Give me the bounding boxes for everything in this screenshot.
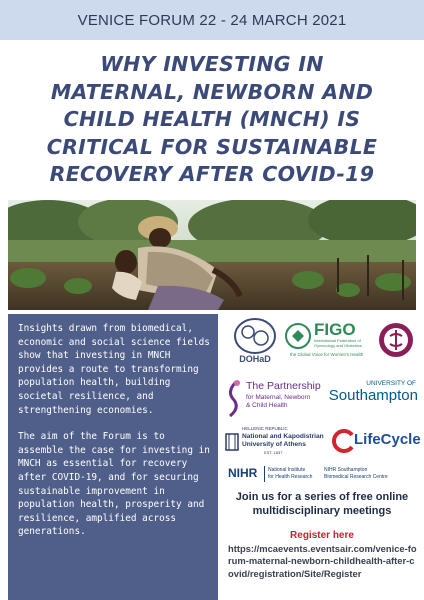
figo-emblem-icon bbox=[284, 322, 312, 350]
pmnch-logo bbox=[224, 376, 328, 420]
headline-line: MATERNAL, NEWBORN AND bbox=[50, 79, 374, 104]
headline-line: CRITICAL FOR SUSTAINABLE bbox=[46, 134, 378, 159]
headline bbox=[8, 51, 416, 189]
crest-icon bbox=[376, 318, 416, 362]
headline-line: CHILD HEALTH (MNCH) IS bbox=[63, 107, 361, 131]
nihr-brc: Biomedical Research Centre bbox=[324, 474, 388, 480]
lifecycle-label: LifeCycle bbox=[354, 431, 421, 448]
figo-logo bbox=[284, 318, 374, 362]
athens-university-logo bbox=[224, 424, 328, 460]
figo-subtitle: International Federation of bbox=[314, 338, 361, 343]
nihr-label: NIHR bbox=[228, 466, 258, 480]
pmnch-subtitle: for Maternal, Newborn bbox=[246, 394, 311, 401]
athens-est: EST. 1837 bbox=[264, 450, 283, 455]
join-message: Join us for a series of free online multidisciplinary meetings bbox=[235, 491, 409, 517]
info-panel bbox=[8, 314, 218, 600]
pmnch-subtitle: & Child Health bbox=[246, 402, 288, 409]
figo-title: FIGO bbox=[314, 320, 356, 339]
nihr-subtitle: National Institute bbox=[268, 467, 306, 473]
pmnch-title: The Partnership bbox=[246, 380, 321, 392]
photo-mother-and-child bbox=[8, 200, 416, 310]
nihr-logo bbox=[228, 464, 418, 486]
southampton-name: Southampton bbox=[328, 387, 418, 404]
register-link[interactable]: https://mcaevents.eventsair.com/venice-forum-maternal-newborn-childhealth-after-covid/registration/Site/Register bbox=[228, 543, 417, 579]
southampton-top: UNIVERSITY OF bbox=[366, 380, 416, 387]
pmnch-swirl-icon bbox=[224, 378, 244, 418]
top-banner bbox=[0, 0, 424, 40]
dohad-logo bbox=[228, 316, 282, 366]
partner-logos bbox=[224, 316, 420, 486]
register-title: Register here bbox=[290, 530, 354, 541]
banner-text: VENICE FORUM 22 - 24 MARCH 2021 bbox=[77, 11, 347, 29]
lifecycle-logo bbox=[332, 426, 420, 456]
intro-paragraph: Insights drawn from biomedical, economic and social science fields show that investing in MNCH provides a route to transforming population health, building societal resilience, and strengthening economies. bbox=[18, 323, 210, 416]
figo-tagline: the Global Voice for Women's Health bbox=[290, 352, 364, 357]
lifecycle-ring-icon bbox=[332, 429, 356, 453]
headline-line: WHY INVESTING IN bbox=[100, 52, 324, 76]
figo-subtitle: Gynecology and Obstetrics bbox=[314, 343, 363, 348]
nihr-brc: NIHR Southampton bbox=[324, 467, 368, 473]
athens-emblem-icon bbox=[224, 430, 240, 452]
nihr-divider bbox=[264, 466, 265, 482]
athens-line: National and Kapodistrian bbox=[242, 433, 324, 440]
southampton-logo bbox=[328, 380, 420, 414]
medical-crest-logo bbox=[376, 318, 416, 362]
athens-top: HELLENIC REPUBLIC bbox=[242, 426, 288, 431]
athens-line: University of Athens bbox=[242, 441, 306, 448]
dohad-label: DOHaD bbox=[239, 354, 271, 364]
headline-line: RECOVERY AFTER COVID-19 bbox=[49, 162, 375, 186]
aim-paragraph: The aim of the Forum is to assemble the case for investing in MNCH as essential for recovery after COVID-19, and for securing sustainable improvement in population health, prosperity and resilience, amplified across generations. bbox=[18, 431, 210, 538]
nihr-subtitle: for Health Research bbox=[268, 474, 313, 480]
